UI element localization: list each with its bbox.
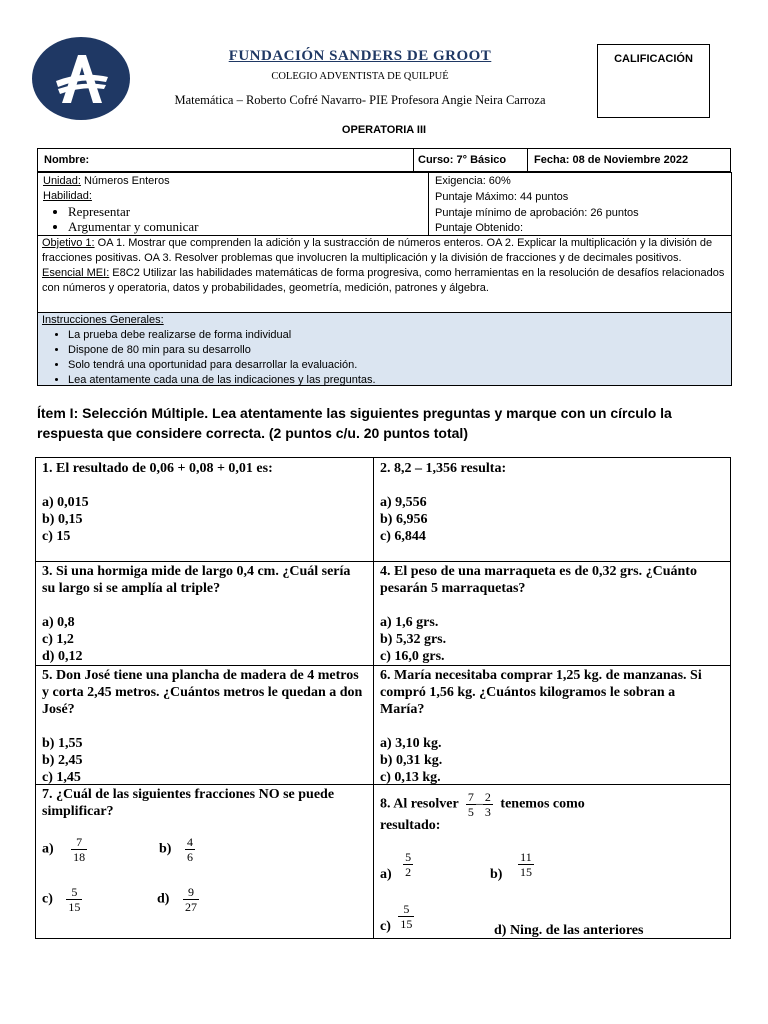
option[interactable]: c) 6,844: [380, 529, 426, 544]
question-stem: 2. 8,2 – 1,356 resulta:: [380, 461, 507, 476]
option-8d[interactable]: d) Ning. de las anteriores: [494, 923, 644, 938]
instruction-item: • Dispone de 80 min para su desarrollo: [68, 343, 731, 358]
option-7b[interactable]: [159, 835, 199, 864]
fraction: [403, 850, 413, 879]
unit-value: Números Enteros: [80, 175, 170, 187]
option[interactable]: c) 15: [42, 529, 71, 544]
denominator: 15: [68, 900, 81, 914]
denominator: 6: [186, 850, 193, 864]
unit-label: Unidad:: [43, 175, 81, 187]
table-divider: [373, 458, 374, 938]
denominator: 5: [467, 805, 474, 819]
question-stem: 6. María necesitaba comprar 1,25 kg. de manzanas. Si compró 1,56 kg. ¿Cuántos kilogramos le sobran a María?: [380, 668, 702, 717]
fraction: [185, 835, 195, 864]
skill-item: • Representar: [68, 204, 198, 219]
instruction-item: • Solo tendrá una oportunidad para desarrollar la evaluación.: [68, 358, 731, 373]
obtained-score: Puntaje Obtenido:: [435, 222, 524, 234]
option-letter: b): [159, 841, 172, 857]
option-8c[interactable]: [380, 902, 418, 934]
question-stem: 7. ¿Cuál de las siguientes fracciones NO se puede simplificar?: [42, 787, 335, 819]
instructions-list: [38, 328, 731, 388]
option[interactable]: a) 1,6 grs.: [380, 615, 439, 630]
numerator: 9: [187, 885, 194, 899]
question-6: [380, 667, 720, 786]
option[interactable]: a) 0,015: [42, 495, 89, 510]
option-letter: c): [42, 891, 53, 907]
instructions-block: [37, 312, 732, 386]
teachers-line: Matemática – Roberto Cofré Navarro- PIE Profesora Angie Neira Carroza: [174, 93, 546, 107]
option[interactable]: c) 1,2: [42, 632, 74, 647]
option-letter: c): [380, 918, 391, 934]
table-divider: [36, 665, 730, 666]
fraction: [183, 885, 199, 914]
question-2: [380, 460, 720, 545]
essential-text: E8C2 Utilizar las habilidades matemáticas de forma progresiva, como herramientas en la resolución de desafíos relacionados con números y operatoria, datos y probabilidades, geometría, medición, patrones y álgebra.: [42, 267, 725, 294]
option[interactable]: b) 0,15: [42, 512, 83, 527]
name-field[interactable]: [110, 148, 410, 172]
numerator: 2: [484, 790, 491, 804]
divider: [527, 149, 528, 171]
question-stem: 5. Don José tiene una plancha de madera de 4 metros y corta 2,45 metros. ¿Cuántos metros le quedan a don José?: [42, 668, 363, 717]
objective-text: OA 1. Mostrar que comprenden la adición y la sustracción de números enteros. OA 2. Explicar la multiplicación y la división de fracciones positivas. OA 3. Resolver problemas que involucren la multiplicación y la división de fracciones y de decimales positivos.: [42, 237, 713, 264]
option[interactable]: a) 0,8: [42, 615, 75, 630]
option[interactable]: b) 2,45: [42, 753, 83, 768]
option[interactable]: b) 6,956: [380, 512, 428, 527]
question-3: [42, 563, 367, 665]
minus-sign: –: [475, 796, 483, 812]
denominator: 15: [519, 865, 532, 879]
essential-label: Esencial MEI:: [42, 267, 110, 279]
objective-label: Objetivo 1:: [42, 237, 95, 249]
school-logo: [32, 37, 130, 120]
grade-box[interactable]: [597, 44, 710, 118]
option-7a[interactable]: [42, 835, 91, 864]
instruction-item: • La prueba debe realizarse de forma individual: [68, 328, 731, 343]
question-stem-cont: tenemos como: [500, 796, 585, 812]
skill-item: • Argumentar y comunicar: [68, 219, 198, 234]
numerator: 4: [186, 835, 193, 849]
name-label: Nombre:: [44, 154, 90, 166]
instructions-label: Instrucciones Generales:: [42, 314, 164, 326]
unit-block: [37, 172, 732, 236]
question-5: [42, 667, 367, 786]
question-1: [42, 460, 362, 545]
denominator: 2: [405, 865, 412, 879]
denominator: 27: [184, 900, 197, 914]
fraction: [483, 790, 493, 819]
table-divider: [36, 561, 730, 562]
numerator: 7: [76, 835, 83, 849]
foundation-title: FUNDACIÓN SANDERS DE GROOT: [228, 48, 492, 64]
date-label: Fecha: 08 de Noviembre 2022: [534, 154, 689, 166]
skills-list: [38, 204, 198, 234]
option[interactable]: c) 0,13 kg.: [380, 770, 441, 785]
essential-para: [42, 266, 727, 296]
option-letter: b): [490, 866, 503, 882]
question-8: [380, 790, 720, 819]
option-8b[interactable]: [490, 850, 538, 882]
fraction: [466, 790, 476, 819]
option[interactable]: a) 3,10 kg.: [380, 736, 442, 751]
question-7: [42, 786, 367, 820]
instruction-item: • Lea atentamente cada una de las indicaciones y las preguntas.: [68, 373, 731, 388]
numerator: 11: [520, 850, 532, 864]
option[interactable]: a) 9,556: [380, 495, 427, 510]
fraction: [398, 902, 414, 931]
subject-title: OPERATORIA III: [341, 124, 427, 136]
option-7c[interactable]: [42, 885, 86, 914]
option[interactable]: c) 1,45: [42, 770, 81, 785]
min-score: Puntaje mínimo de aprobación: 26 puntos: [435, 207, 639, 219]
question-stem: 3. Si una hormiga mide de largo 0,4 cm. ¿Cuál sería su largo si se amplía al triple?: [42, 564, 351, 596]
item-heading: Ítem I: Selección Múltiple. Lea atentamente las siguientes preguntas y marque con un círculo la respuesta que considere correcta. (2 puntos c/u. 20 puntos total): [37, 405, 672, 441]
option[interactable]: c) 16,0 grs.: [380, 649, 445, 664]
option[interactable]: d) 0,12: [42, 649, 83, 664]
option-letter: d): [157, 891, 170, 907]
numerator: 7: [467, 790, 474, 804]
denominator: 3: [484, 805, 491, 819]
denominator: 18: [73, 850, 86, 864]
option[interactable]: b) 1,55: [42, 736, 83, 751]
requirement: Exigencia: 60%: [435, 175, 511, 187]
question-8-line2: resultado:: [380, 818, 441, 833]
option-7d[interactable]: [157, 885, 203, 914]
option-letter: a): [380, 866, 392, 882]
skill-label: Habilidad:: [43, 190, 92, 202]
divider: [428, 173, 429, 235]
option[interactable]: b) 5,32 grs.: [380, 632, 447, 647]
grade-label: CALIFICACIÓN: [614, 53, 693, 65]
option[interactable]: b) 0,31 kg.: [380, 753, 443, 768]
question-4: [380, 563, 720, 665]
objectives-block: [37, 235, 732, 313]
denominator: 15: [400, 917, 413, 931]
course-label: Curso: 7° Básico: [418, 154, 507, 166]
numerator: 5: [405, 850, 412, 864]
question-stem: 1. El resultado de 0,06 + 0,08 + 0,01 es:: [42, 461, 273, 476]
question-stem: 8. Al resolver: [380, 796, 459, 812]
unit-line: [43, 174, 170, 189]
fraction: [71, 835, 87, 864]
option-letter: a): [42, 841, 54, 857]
objective-para: [42, 236, 727, 266]
questions-table: [35, 457, 731, 939]
option-8a[interactable]: [380, 850, 417, 882]
numerator: 5: [71, 885, 78, 899]
max-score: Puntaje Máximo: 44 puntos: [435, 191, 569, 203]
fraction: [66, 885, 82, 914]
divider: [413, 149, 414, 171]
school-name: COLEGIO ADVENTISTA DE QUILPUÉ: [271, 71, 449, 82]
fraction: [518, 850, 534, 879]
numerator: 5: [403, 902, 410, 916]
question-stem: 4. El peso de una marraqueta es de 0,32 grs. ¿Cuánto pesarán 5 marraquetas?: [380, 564, 697, 596]
